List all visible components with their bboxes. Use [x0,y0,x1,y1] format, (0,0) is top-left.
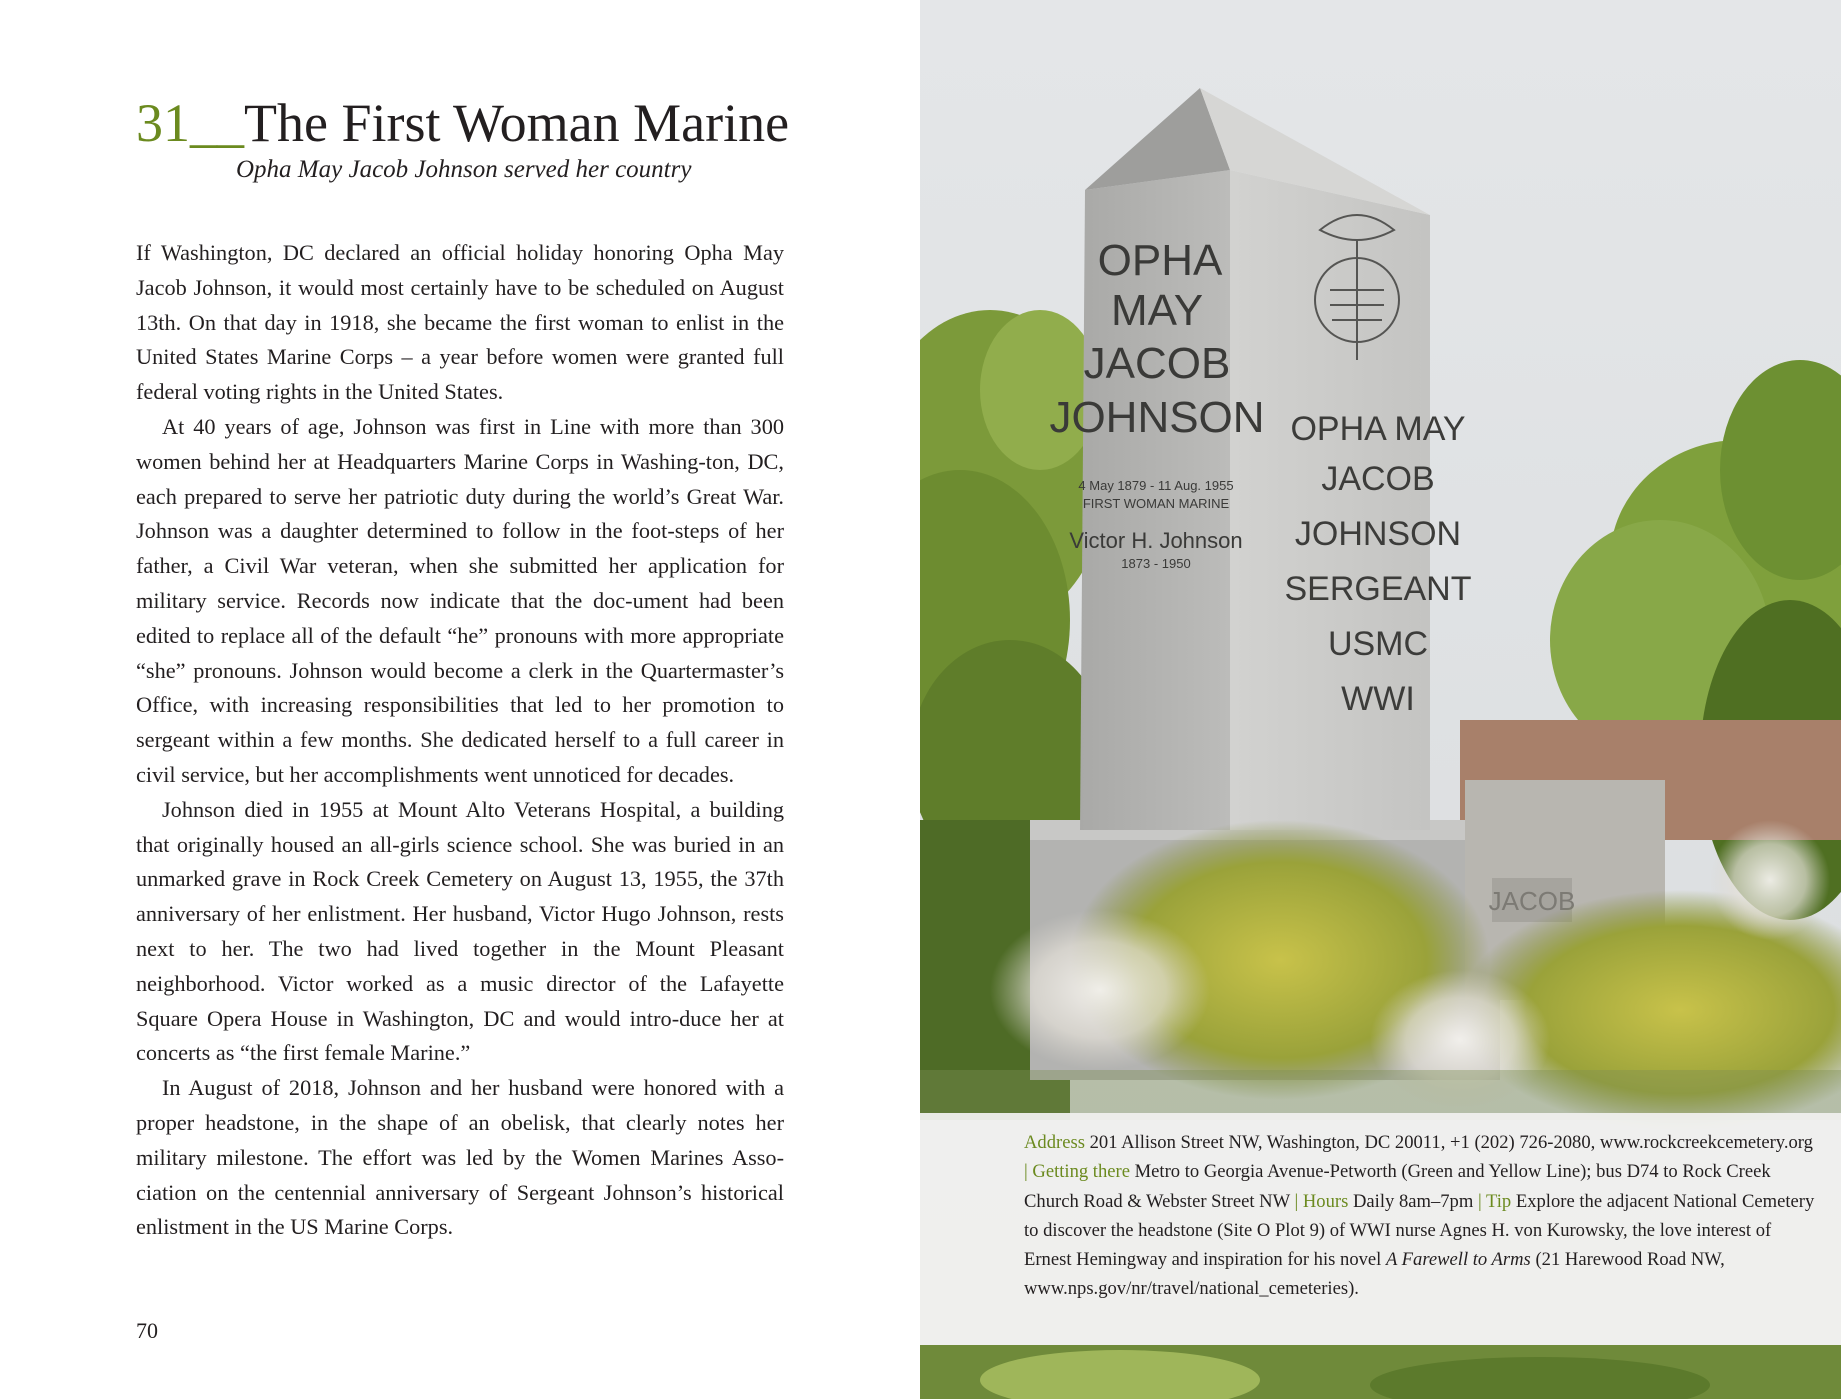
paragraph: In August of 2018, Johnson and her husband were honored with a proper headstone, in the shape of an obelisk, that clearly notes her military milestone. The effort was led by the Women Marines Asso-ciation on the centennial anniversary of Sergeant Johnson’s historical enlistment in the US Marine Corps. [136,1075,784,1240]
body-text [136,236,784,1245]
inscription-line: JACOB [1321,460,1435,498]
paragraph: If Washington, DC declared an official holiday honoring Opha May Jacob Johnson, it would most certainly have to be scheduled on August 13th. On that day in 1918, she became the first woman to enlist in the United States Marine Corps – a year before women were granted full federal voting rights in the United States. [136,240,784,405]
address-label: Address [1024,1132,1085,1153]
inscription-husband-dates: 1873 - 1950 [1121,556,1191,571]
inscription-line: OPHA [1097,236,1223,285]
inscription-rank: FIRST WOMAN MARINE [1082,496,1230,511]
inscription-line: SERGEANT [1284,570,1472,608]
info-separator: | [1294,1190,1299,1212]
tip-label: Tip [1486,1190,1512,1212]
rear-stone-text: JACOB [1488,886,1576,916]
info-separator: | [1024,1161,1028,1183]
paragraph: Johnson died in 1955 at Mount Alto Veterans Hospital, a building that originally housed an all-girls science school. She was buried in an unmarked grave in Rock Creek Cemetery on August 13, 1955, the 37th anniversary of her enlistment. Her husband, Victor Hugo Johnson, rests next to her. The two had lived together in the Mount Pleasant neighborhood. Victor worked as a music director of the Lafayette Square Opera House in Washington, DC and would intro-duce her at concerts as “the first female Marine.” [136,796,784,1066]
chapter-subtitle: Opha May Jacob Johnson served her country [236,156,692,183]
chapter-number: 31 [136,93,190,153]
address-value: 201 Allison Street NW, Washington, DC 20011, +1 (202) 726-2080, www.rockcreekcemetery.org [1089,1132,1813,1153]
getting-there-value: Metro to Georgia Avenue-Petworth (Green and Yellow Line); bus D74 to Rock Creek Church Road & Webster Street NW [1024,1161,1771,1212]
tip-book-title: A Farewell to Arms [1386,1249,1531,1271]
chapter-separator: __ [190,93,244,153]
inscription-line: JACOB [1083,339,1231,388]
getting-there-label: Getting there [1032,1161,1130,1183]
left-page [0,0,920,1399]
tip-value: Explore the adjacent National Cemetery to discover the headstone (Site O Plot 9) of WWI nurse Agnes H. von Kurowsky, the love interest of Ernest Hemingway and inspiration for his novel [1024,1190,1815,1271]
chapter-heading [136,92,789,154]
inscription-line: JOHNSON [1294,515,1462,553]
hours-value: Daily 8am–7pm [1352,1190,1474,1212]
right-page [920,0,1841,1399]
inscription-line: OPHA MAY [1290,410,1466,448]
inscription-line: MAY [1110,286,1204,335]
inscription-dates: 4 May 1879 - 11 Aug. 1955 [1078,478,1234,493]
tip-value-end: (21 Harewood Road NW, www.nps.gov/nr/travel/national_cemeteries). [1024,1249,1725,1300]
hours-label: Hours [1302,1190,1349,1212]
chapter-title: The First Woman Marine [244,93,790,153]
page-number: 70 [136,1318,158,1343]
paragraph: At 40 years of age, Johnson was first in Line with more than 300 women behind her at Headquarters Marine Corps in Washing-ton, DC, each prepared to serve her patriotic duty during the world’s Great War. Johnson was a daughter determined to follow in the foot-steps of her father, a Civil War veteran, when she submitted her application for military service. Records now indicate that the doc-ument had been edited to replace all of the default “he” pronouns with more appropriate “she” pronouns. Johnson would become a clerk in the Quartermaster’s Office, with increasing responsibilities that led to her promotion to sergeant within a few months. She dedicated herself to a full career in civil service, but her accomplishments went unnoticed for decades. [136,413,784,787]
inscription-line: JOHNSON [1049,393,1265,442]
info-separator: | [1477,1190,1482,1212]
inscription-husband: Victor H. Johnson [1069,528,1243,553]
inscription-line: WWI [1341,680,1415,718]
inscription-line: USMC [1327,625,1429,663]
visitor-info-text [1024,1128,1816,1304]
